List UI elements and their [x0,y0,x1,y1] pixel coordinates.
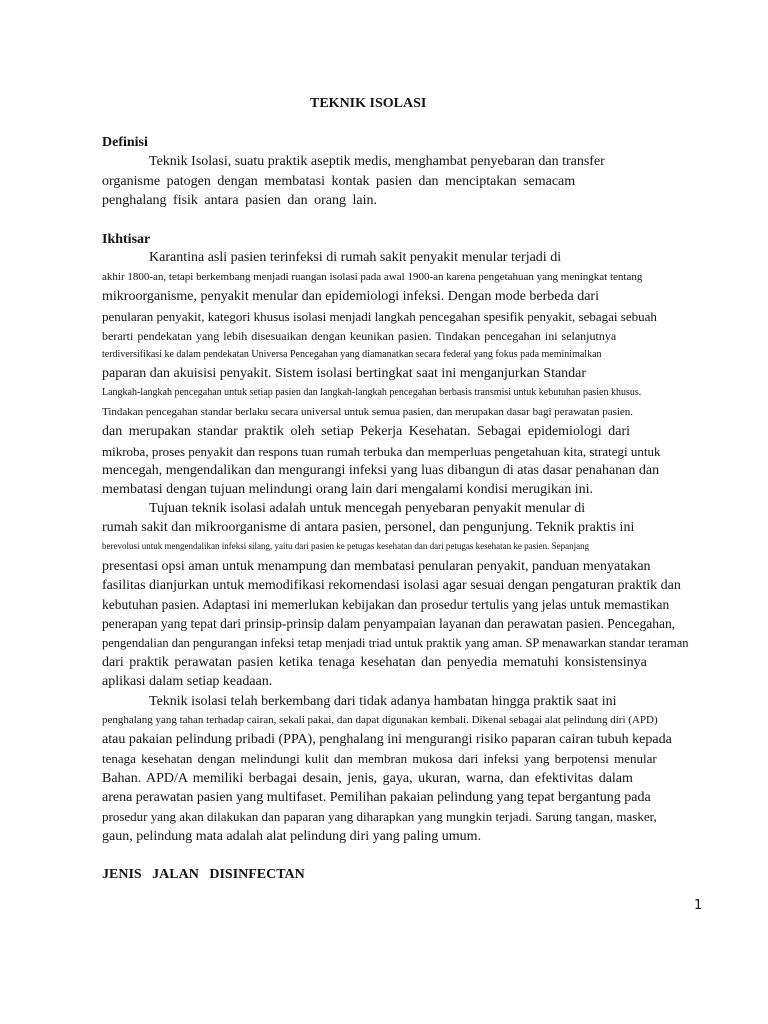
ikhtisar-line: penerapan yang tepat dari prinsip-prinsip dalam penyampaian layanan dan perawatan pasien. Pencegahan, [102,616,676,631]
definisi-line: penghalang fisik antara pasien dan orang lain. [102,193,377,208]
ikhtisar-line: tenaga kesehatan dengan melindungi kulit dan membran mukosa dari infeksi yang berpotensi menular [102,751,657,766]
document-title: TEKNIK ISOLASI [310,96,427,111]
ikhtisar-line: penularan penyakit, kategori khusus isolasi menjadi langkah pencegahan spesifik penyakit, sebagai sebuah [102,309,657,324]
ikhtisar-line: paparan dan akuisisi penyakit. Sistem isolasi bertingkat saat ini menganjurkan Standar [102,366,587,381]
ikhtisar-line: membatasi dengan tujuan melindungi orang lain dari mengalami kondisi merugikan ini. [102,482,594,497]
ikhtisar-line: Karantina asli pasien terinfeksi di rumah sakit penyakit menular terjadi di [149,250,562,265]
ikhtisar-line: rumah sakit dan mikroorganisme di antara pasien, personel, dan pengunjung. Teknik praktis ini [102,520,635,535]
ikhtisar-line: dan merupakan standar praktik oleh setiap Pekerja Kesehatan. Sebagai epidemiologi dari [102,424,630,439]
ikhtisar-line: aplikasi dalam setiap keadaan. [102,674,273,689]
ikhtisar-line: berevolusi untuk mengendalikan infeksi silang, yaitu dari pasien ke petugas kesehatan dan dari petugas kesehatan ke pasien. Sepanjang [102,541,590,551]
ikhtisar-line: terdiversifikasi ke dalam pendekatan Universa Pencegahan yang diamanatkan secara federal yang fokus pada meminimalkan [102,349,602,360]
ikhtisar-line: gaun, pelindung mata adalah alat pelindung diri yang paling umum. [102,829,482,844]
ikhtisar-line: mencegah, mengendalikan dan mengurangi infeksi yang luas dibangun di atas dasar penahanan dan [102,463,660,478]
ikhtisar-line: Bahan. APD/A memiliki berbagai desain, jenis, gaya, ukuran, warna, dan efektivitas dalam [102,771,633,786]
ikhtisar-line: mikroorganisme, penyakit menular dan epidemiologi infeksi. Dengan mode berbeda dari [102,289,599,304]
heading-ikhtisar: Ikhtisar [102,232,151,247]
definisi-line: Teknik Isolasi, suatu praktik aseptik medis, menghambat penyebaran dan transfer [149,154,605,169]
definisi-line: organisme patogen dengan membatasi kontak pasien dan menciptakan semacam [102,174,576,189]
ikhtisar-line: berarti pendekatan yang lebih disesuaikan dengan keunikan pasien. Tindakan pencegahan ini selanjutnya [102,329,617,343]
ikhtisar-line: fasilitas dianjurkan untuk memodifikasi rekomendasi isolasi agar sesuai dengan pengaturan praktik dan [102,578,681,593]
ikhtisar-line: presentasi opsi aman untuk menampung dan membatasi penularan penyakit, panduan menyatakan [102,559,651,574]
ikhtisar-line: Teknik isolasi telah berkembang dari tidak adanya hambatan hingga praktik saat ini [149,694,617,709]
ikhtisar-line: Langkah-langkah pencegahan untuk setiap pasien dan langkah-langkah pencegahan berbasis transmisi untuk kebutuhan pasien khusus. [102,387,642,398]
ikhtisar-line: mikroba, proses penyakit dan respons tuan rumah terbuka dan memperluas pengetahuan kita, strategi untuk [102,444,661,459]
heading-jenis-jalan-disinfectan: JENIS JALAN DISINFECTAN [102,867,305,882]
ikhtisar-line: penghalang yang tahan terhadap cairan, sekali pakai, dan dapat digunakan kembali. Dikenal sebagai alat pelindung diri (APD) [102,714,658,726]
ikhtisar-line: dari praktik perawatan pasien ketika tenaga kesehatan dan penyedia mematuhi konsistensinya [102,655,647,670]
page-number: 1 [694,898,703,913]
ikhtisar-line: pengendalian dan pengurangan infeksi tetap menjadi triad untuk praktik yang aman. SP menawarkan standar teraman [102,636,689,650]
ikhtisar-line: atau pakaian pelindung pribadi (PPA), penghalang ini mengurangi risiko paparan cairan tubuh kepada [102,732,672,747]
ikhtisar-line: akhir 1800-an, tetapi berkembang menjadi ruangan isolasi pada awal 1900-an karena pengetahuan yang meningkat tentang [102,271,643,283]
ikhtisar-line: prosedur yang akan dilakukan dan paparan yang diharapkan yang mungkin terjadi. Sarung tangan, masker, [102,809,657,824]
ikhtisar-line: kebutuhan pasien. Adaptasi ini memerlukan kebijakan dan prosedur tertulis yang jelas untuk memastikan [102,597,670,612]
ikhtisar-line: Tujuan teknik isolasi adalah untuk mencegah penyebaran penyakit menular di [149,501,586,516]
ikhtisar-line: arena perawatan pasien yang multifaset. Pemilihan pakaian pelindung yang tepat bergantung pada [102,790,651,805]
heading-definisi: Definisi [102,135,148,150]
ikhtisar-line: Tindakan pencegahan standar berlaku secara universal untuk semua pasien, dan merupakan dasar bagi perawatan pasien. [102,406,634,418]
